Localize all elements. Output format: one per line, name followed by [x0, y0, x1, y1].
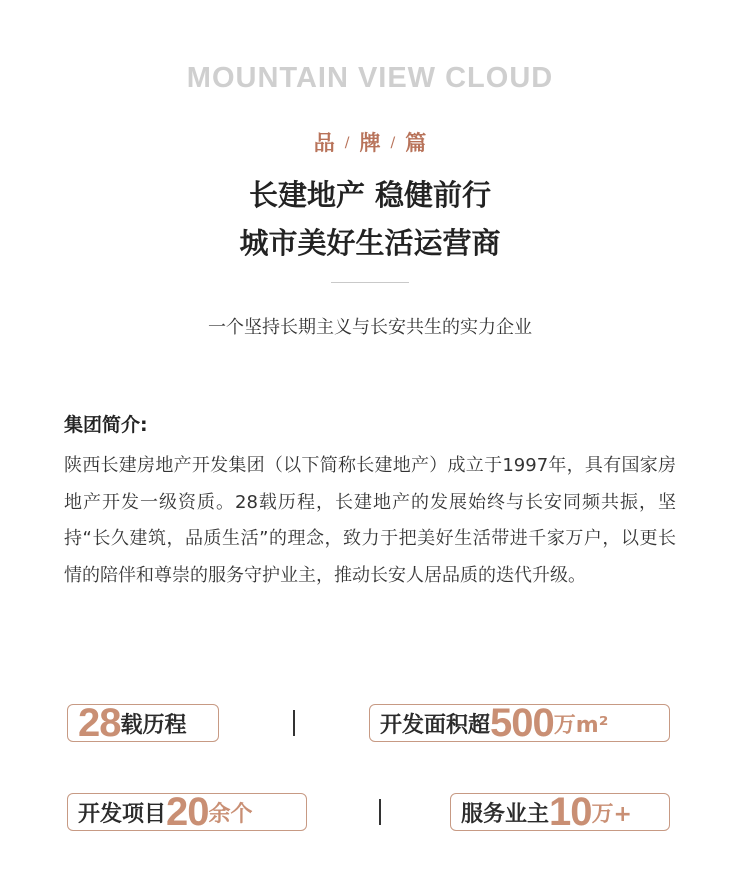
intro-body: 陕西长建房地产开发集团（以下简称长建地产）成立于1997年，具有国家房地产开发一级资质。28载历程，长建地产的发展始终与长安同频共振，坚持“长久建筑，品质生活”的理念，致力于把美好生活带进千家万户，以更长情的陪伴和尊崇的服务守护业主，推动长安人居品质的迭代升级。	[64, 455, 676, 586]
divider	[331, 282, 409, 283]
stat-projects-badge	[67, 789, 307, 834]
stat-years-number: 28	[78, 700, 121, 745]
intro-heading: 集团简介:	[64, 414, 148, 436]
headline-line-1: 长建地产 稳健前行	[248, 178, 492, 212]
stat-projects-unit: 余个	[208, 801, 253, 827]
stat-projects-number: 20	[166, 789, 209, 834]
subtitle: 一个坚持长期主义与长安共生的实力企业	[208, 317, 532, 338]
stat-owners-label: 服务业主	[461, 801, 550, 827]
chapter-char-3: 篇	[405, 131, 427, 155]
stat-owners-unit: 万+	[591, 801, 632, 827]
stat-years-badge	[67, 700, 219, 745]
stat-area-unit: 万m²	[553, 712, 609, 738]
chapter-separator: /	[344, 135, 350, 151]
brand-title: MOUNTAIN VIEW CLOUD	[186, 62, 554, 94]
stat-projects-label: 开发项目	[78, 801, 167, 827]
chapter-char-1: 品	[313, 131, 335, 155]
stat-area-number: 500	[490, 700, 554, 745]
stat-years-label: 载历程	[120, 712, 187, 738]
stat-area-badge	[369, 700, 670, 745]
stat-divider	[293, 710, 295, 736]
stat-area-label: 开发面积超	[380, 712, 491, 738]
chapter-char-2: 牌	[359, 131, 381, 155]
stat-divider	[379, 799, 381, 825]
stat-owners-number: 10	[549, 789, 592, 834]
stat-owners-badge	[450, 789, 670, 834]
headline-line-2: 城市美好生活运营商	[239, 226, 501, 260]
chapter-label	[0, 127, 740, 157]
chapter-separator: /	[390, 135, 396, 151]
